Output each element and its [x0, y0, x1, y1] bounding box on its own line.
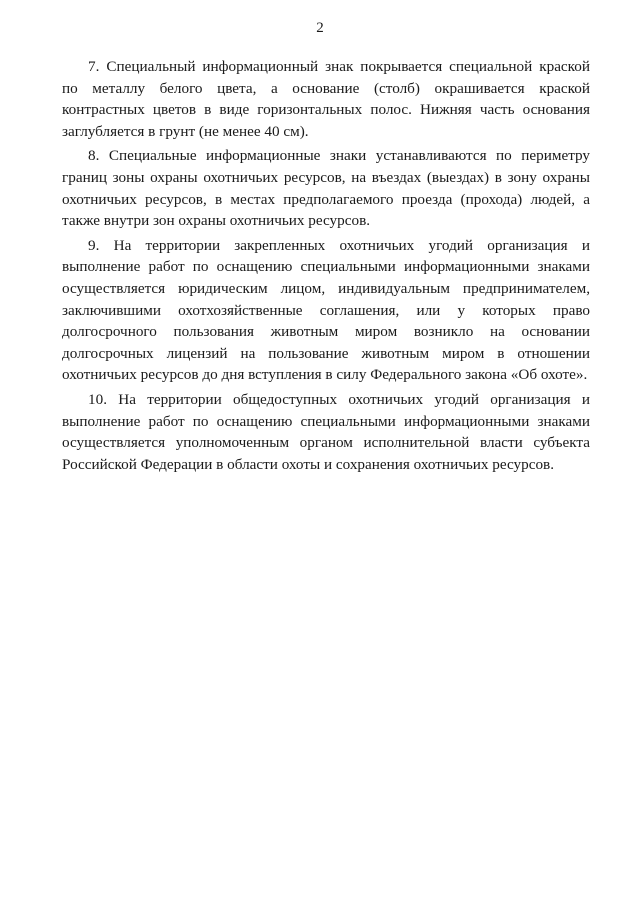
paragraph-text: Специальные информационные знаки устанавливаются по периметру границ зоны охраны охотничьих ресурсов, на въездах (выездах) в зону охраны охотничьих ресурсов, в местах предполагаемого проезда (прохода) людей, а также внутри зон охраны охотничьих ресурсов. [62, 147, 591, 230]
paragraph-number: 8. [88, 147, 100, 165]
paragraph-text: Специальный информационный знак покрывается специальной краской по металлу белого цвета, а основание (столб) окрашивается краской контрастных цветов в виде горизонтальных полос. Нижняя часть основания заглубляется в грунт (не менее 40 см). [62, 58, 591, 140]
paragraph-text: На территории закрепленных охотничьих угодий организация и выполнение работ по оснащению специальными информационными знаками осуществляется юридическим лицом, индивидуальным предпринимателем, заключившими охотхозяйственные соглашения, или у которых право долгосрочного пользования животным миром возникло на основании долгосрочных лицензий на пользование животным миром в отношении охотничьих ресурсов до дня вступления в силу Федерального закона «Об охоте». [62, 236, 590, 384]
paragraph-number: 7. [88, 58, 100, 75]
paragraph-number: 10. [88, 390, 107, 408]
paragraph-7 [62, 56, 590, 142]
paragraph-8 [62, 145, 590, 231]
page-number: 2 [316, 20, 324, 36]
paragraph-9 [62, 235, 590, 386]
paragraph-10 [62, 389, 590, 475]
paragraph-text: На территории общедоступных охотничьих угодий организация и выполнение работ по оснащению специальными информационными знаками осуществляется уполномоченным органом исполнительной власти субъекта Российской Федерации в области охоты и сохранения охотничьих ресурсов. [62, 390, 590, 473]
document-body [62, 56, 590, 478]
paragraph-number: 9. [88, 236, 100, 254]
